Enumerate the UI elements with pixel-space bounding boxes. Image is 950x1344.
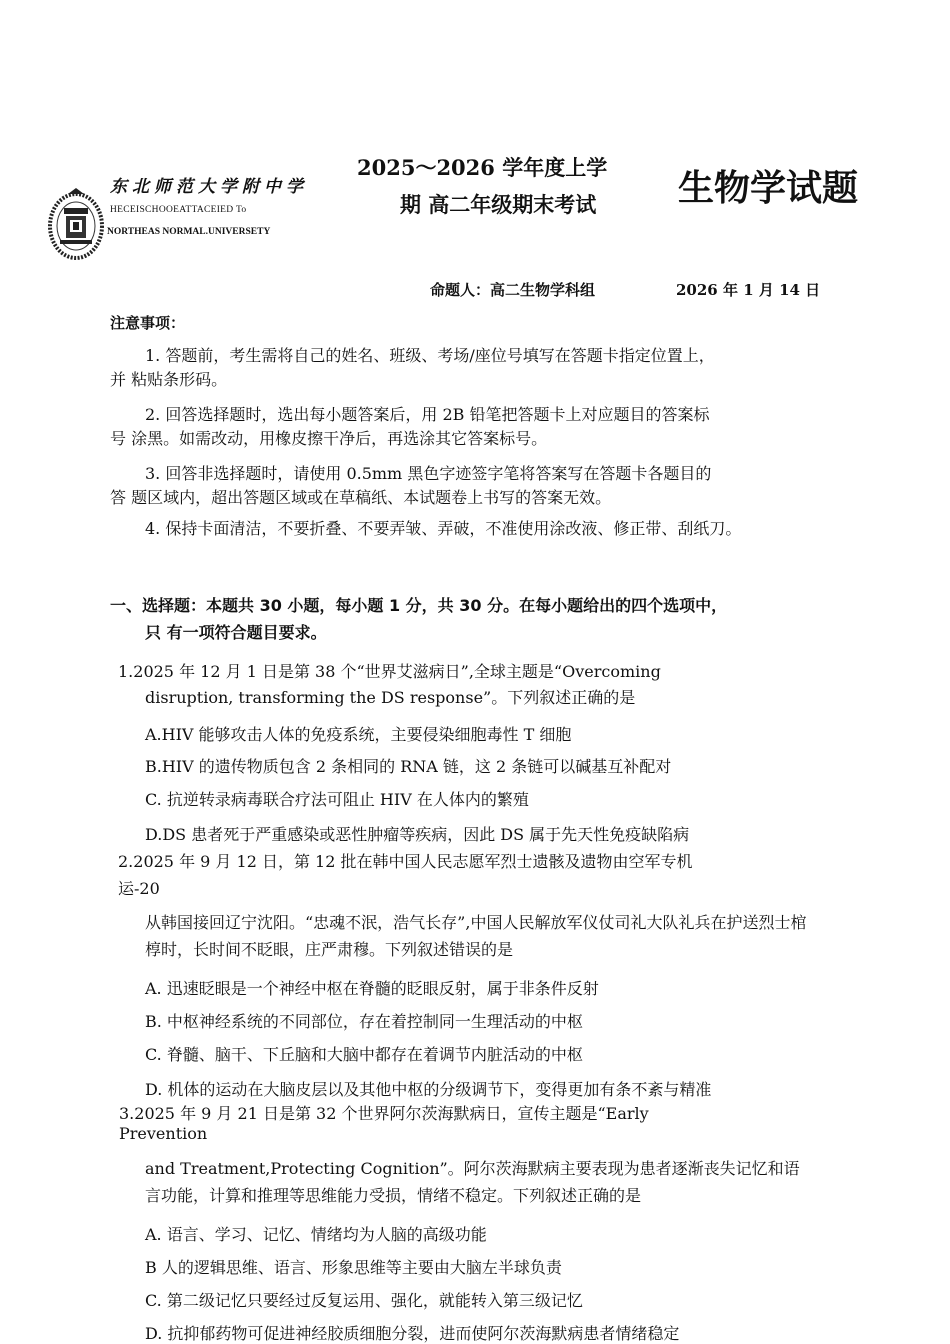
school-name-cn: 东北师范大学附中学 bbox=[110, 177, 308, 197]
q1-option-d: D.DS 患者死于严重感染或恶性肿瘤等疾病，因此 DS 属于先天性免疫缺陷病 bbox=[145, 825, 690, 844]
notice-item-2-line1: 2. 回答选择题时，选出每小题答案后，用 2B 铅笔把答题卡上对应题目的答案标 bbox=[145, 405, 710, 424]
section-heading-line1: 一、选择题：本题共 30 小题，每小题 1 分，共 30 分。在每小题给出的四个选项中， bbox=[110, 596, 728, 615]
q2-option-a: A. 迅速眨眼是一个神经中枢在脊髓的眨眼反射，属于非条件反射 bbox=[145, 979, 599, 998]
q3-stem-line1: 3.2025 年 9 月 21 日是第 32 个世界阿尔茨海默病日，宣传主题是“Early bbox=[119, 1104, 649, 1123]
notice-item-4-line1: 4. 保持卡面清洁，不要折叠、不要弄皱、弄破，不准使用涂改液、修正带、刮纸刀。 bbox=[145, 519, 742, 538]
q2-option-b: B. 中枢神经系统的不同部位，存在着控制同一生理活动的中枢 bbox=[145, 1012, 583, 1031]
q2-stem-line1: 2.2025 年 9 月 12 日，第 12 批在韩中国人民志愿军烈士遗骸及遗物由空军专机 bbox=[118, 852, 693, 871]
notice-item-1-line1: 1. 答题前，考生需将自己的姓名、班级、考场/座位号填写在答题卡指定位置上， bbox=[145, 346, 715, 365]
school-name-en-line2: NORTHEAS NORMAL.UNIVERSETY bbox=[107, 227, 271, 237]
q3-option-b: B 人的逻辑思维、语言、形象思维等主要由大脑左半球负责 bbox=[145, 1258, 562, 1277]
exam-date: 2026 年 1 月 14 日 bbox=[676, 281, 821, 299]
q3-stem-paragraph: and Treatment,Protecting Cognition”。阿尔茨海默病主要表现为患者逐渐丧失记忆和语言功能，计算和推理等思维能力受损，情绪不稳定。下列叙述正确的是 bbox=[145, 1159, 800, 1205]
notice-item-1-line2: 并 粘贴条形码。 bbox=[110, 370, 228, 389]
q3-option-a: A. 语言、学习、记忆、情绪均为人脑的高级功能 bbox=[145, 1225, 487, 1244]
q1-option-b: B.HIV 的遗传物质包含 2 条相同的 RNA 链，这 2 条链可以碱基互补配对 bbox=[145, 757, 672, 776]
subject-title: 生物学试题 bbox=[678, 168, 859, 209]
section-heading-line2: 只 有一项符合题目要求。 bbox=[145, 623, 327, 642]
school-name-en-line1: HECEISCHOOEATTACEIED To bbox=[110, 205, 247, 215]
q1-stem-line2: disruption, transforming the DS response”。下列叙述正确的是 bbox=[145, 688, 636, 707]
q1-option-a: A.HIV 能够攻击人体的免疫系统，主要侵染细胞毒性 T 细胞 bbox=[145, 725, 572, 744]
q2-option-d: D. 机体的运动在大脑皮层以及其他中枢的分级调节下，变得更加有条不紊与精准 bbox=[145, 1080, 712, 1099]
q3-option-c: C. 第二级记忆只要经过反复运用、强化，就能转入第三级记忆 bbox=[145, 1291, 583, 1310]
exam-title-line1: 2025～2026 学年度上学 bbox=[357, 155, 608, 180]
notice-item-3-line1: 3. 回答非选择题时，请使用 0.5mm 黑色字迹签字笔将答案写在答题卡各题目的 bbox=[145, 464, 712, 483]
author-label: 命题人：高二生物学科组 bbox=[430, 281, 596, 299]
q2-stem-paragraph: 从韩国接回辽宁沈阳。“忠魂不泯，浩气长存”,中国人民解放军仪仗司礼大队礼兵在护送烈士棺椁时，长时间不眨眼，庄严肃穆。下列叙述错误的是 bbox=[145, 913, 807, 959]
notice-item-3-line2: 答 题区域内，超出答题区域或在草稿纸、本试题卷上书写的答案无效。 bbox=[110, 488, 612, 507]
q3-option-d: D. 抗抑郁药物可促进神经胶质细胞分裂，进而使阿尔茨海默病患者情绪稳定 bbox=[145, 1324, 680, 1343]
school-emblem-logo bbox=[48, 186, 104, 260]
exam-title-line2: 期 高二年级期末考试 bbox=[400, 192, 597, 217]
notice-heading: 注意事项： bbox=[110, 314, 186, 332]
q3-stem-line2: Prevention bbox=[119, 1124, 208, 1143]
q2-option-c: C. 脊髓、脑干、下丘脑和大脑中都存在着调节内脏活动的中枢 bbox=[145, 1045, 583, 1064]
q1-option-c: C. 抗逆转录病毒联合疗法可阻止 HIV 在人体内的繁殖 bbox=[145, 790, 529, 809]
q1-stem-line1: 1.2025 年 12 月 1 日是第 38 个“世界艾滋病日”,全球主题是“Overcoming bbox=[118, 662, 661, 681]
q2-stem-line2: 运-20 bbox=[118, 879, 160, 898]
notice-item-2-line2: 号 涂黑。如需改动，用橡皮擦干净后，再选涂其它答案标号。 bbox=[110, 429, 548, 448]
